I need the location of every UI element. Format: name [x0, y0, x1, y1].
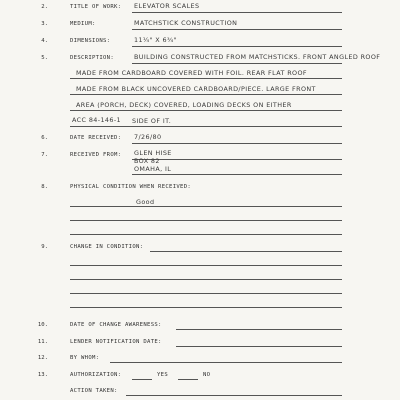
- authorization-no-label: NO: [203, 372, 211, 378]
- item-13-number: 13.: [37, 372, 48, 378]
- lender-notification-label: LENDER NOTIFICATION DATE:: [70, 339, 162, 345]
- authorization-yes-label: YES: [157, 372, 169, 378]
- date-received-line: [132, 143, 342, 144]
- item-5-number: 5.: [41, 55, 48, 61]
- change-in-condition-rule-3: [70, 279, 342, 280]
- title-of-work-value: ELEVATOR SCALES: [134, 2, 200, 10]
- by-whom-line: [110, 362, 342, 363]
- item-10-number: 10.: [37, 322, 48, 328]
- received-from-label: RECEIVED FROM:: [70, 152, 122, 158]
- medium-line: [132, 29, 342, 30]
- authorization-no-blank: [178, 379, 198, 380]
- action-taken-label: ACTION TAKEN:: [70, 388, 118, 394]
- description-rule-1: [132, 63, 342, 64]
- item-3-number: 3.: [41, 21, 48, 27]
- change-in-condition-label: CHANGE IN CONDITION:: [70, 244, 144, 250]
- description-line-2: MADE FROM CARDBOARD COVERED WITH FOIL. REAR FLAT ROOF: [76, 69, 307, 77]
- item-7-number: 7.: [41, 152, 48, 158]
- description-rule-2: [70, 78, 342, 79]
- authorization-yes-blank: [132, 379, 152, 380]
- received-from-line-2: BOX 82: [134, 157, 160, 165]
- title-of-work-label: TITLE OF WORK:: [70, 4, 122, 10]
- date-of-change-label: DATE OF CHANGE AWARENESS:: [70, 322, 162, 328]
- physical-condition-rule-2: [70, 220, 342, 221]
- received-from-rule-1: [132, 159, 342, 160]
- change-in-condition-rule-1: [150, 251, 342, 252]
- item-11-number: 11.: [37, 339, 48, 345]
- date-received-value: 7/26/80: [134, 133, 162, 141]
- description-line-4: AREA (PORCH, DECK) COVERED, LOADING DECKS ON EITHER: [76, 101, 292, 109]
- description-rule-5: [70, 126, 342, 127]
- lender-notification-line: [176, 346, 342, 347]
- dimensions-label: DIMENSIONS:: [70, 38, 111, 44]
- description-line-1: BUILDING CONSTRUCTED FROM MATCHSTICKS. FRONT ANGLED ROOF: [134, 53, 381, 61]
- date-received-label: DATE RECEIVED:: [70, 135, 122, 141]
- item-8-number: 8.: [41, 184, 48, 190]
- medium-label: MEDIUM:: [70, 21, 96, 27]
- item-9-number: 9.: [41, 244, 48, 250]
- change-in-condition-rule-2: [70, 265, 342, 266]
- description-rule-3: [70, 94, 342, 95]
- change-in-condition-rule-5: [70, 307, 342, 308]
- action-taken-line: [126, 395, 342, 396]
- by-whom-label: BY WHOM:: [70, 355, 100, 361]
- item-4-number: 4.: [41, 38, 48, 44]
- change-in-condition-rule-4: [70, 293, 342, 294]
- received-from-line-3: OMAHA, IL: [134, 165, 172, 173]
- medium-value: MATCHSTICK CONSTRUCTION: [134, 19, 238, 27]
- title-of-work-line: [132, 12, 342, 13]
- date-of-change-line: [176, 329, 342, 330]
- item-12-number: 12.: [37, 355, 48, 361]
- authorization-label: AUTHORIZATION:: [70, 372, 122, 378]
- description-line-3: MADE FROM BLACK UNCOVERED CARDBOARD/PIECE. LARGE FRONT: [76, 85, 316, 93]
- received-from-line-1: GLEN HISE: [134, 149, 172, 157]
- item-6-number: 6.: [41, 135, 48, 141]
- physical-condition-label: PHYSICAL CONDITION WHEN RECEIVED:: [70, 184, 192, 190]
- dimensions-line: [132, 46, 342, 47]
- dimensions-value: 11¼" X 6¾": [134, 36, 177, 44]
- physical-condition-rule-3: [70, 234, 342, 235]
- received-from-rule-2: [132, 174, 342, 175]
- description-rule-4: [70, 110, 342, 111]
- physical-condition-value: Good: [136, 198, 155, 206]
- description-line-5: SIDE OF IT.: [132, 117, 172, 125]
- physical-condition-rule-1: [70, 206, 342, 207]
- acc-number-note: ACC 84-146-1: [72, 116, 122, 124]
- description-label: DESCRIPTION:: [70, 55, 115, 61]
- item-2-number: 2.: [41, 4, 48, 10]
